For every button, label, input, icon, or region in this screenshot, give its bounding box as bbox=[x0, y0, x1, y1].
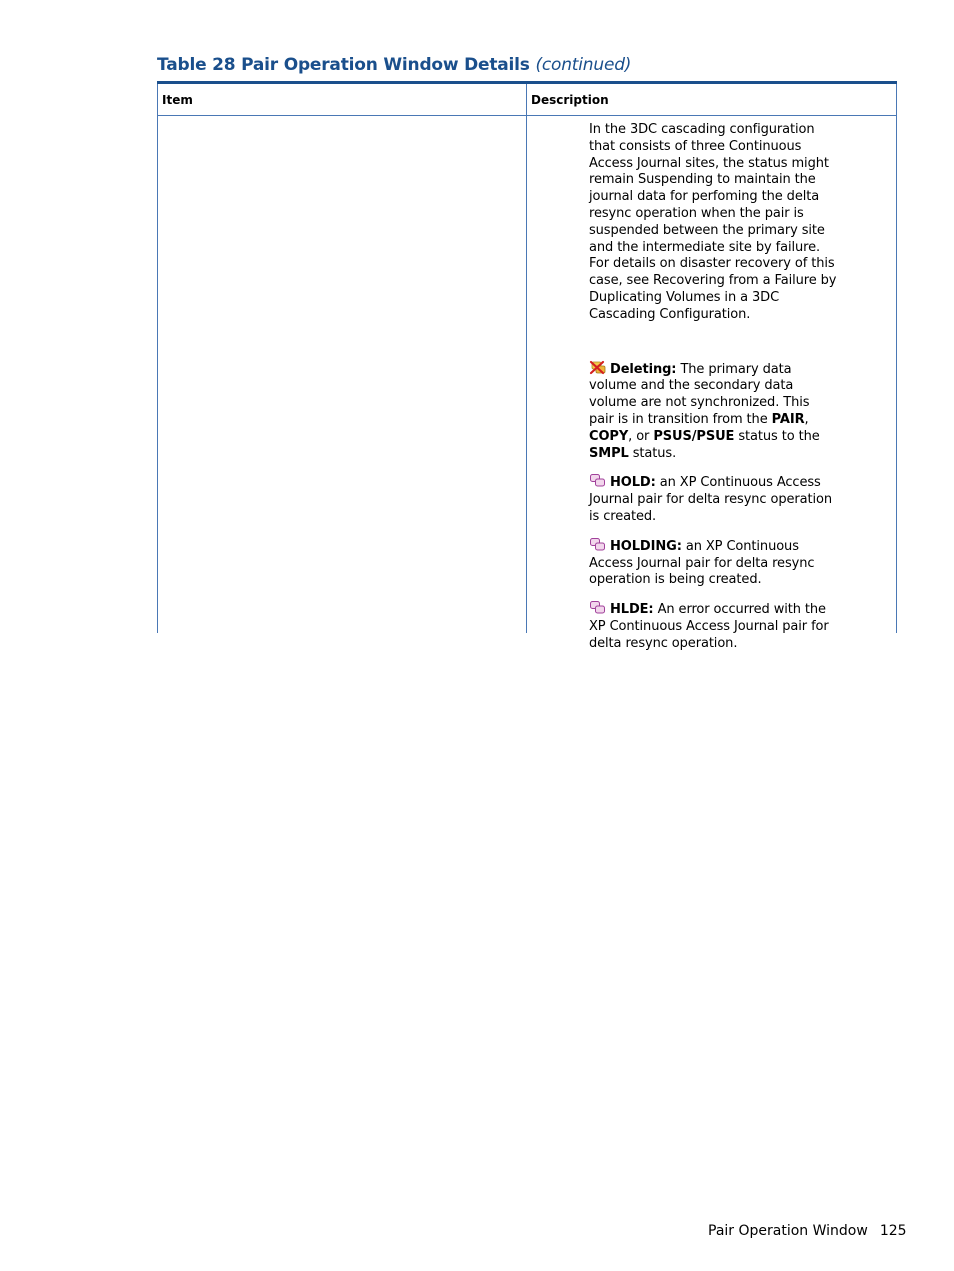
status-hold: HOLD: an XP Continuous Access Journal pair for delta resync operation is created. bbox=[589, 475, 833, 524]
table-title: Table 28 Pair Operation Window Details bbox=[157, 55, 530, 75]
page-number: 125 bbox=[879, 1223, 907, 1239]
deleting-term: Deleting: bbox=[610, 361, 677, 377]
hold-term: HOLD: bbox=[610, 475, 656, 491]
header-item: Item bbox=[162, 93, 193, 107]
status-hlde: HLDE: An error occurred with the XP Continuous Access Journal pair for delta resync operation. bbox=[589, 602, 829, 651]
header-description: Description bbox=[531, 93, 609, 107]
table-left-border bbox=[157, 84, 158, 633]
pair-status-icon bbox=[589, 537, 607, 552]
status-deleting: Deleting: The primary data volume and the secondary data volume are not synchronized. This pair is in transition from the PAIR, COPY, or PSUS/PSUE status to the SMPL status. bbox=[589, 361, 820, 461]
holding-term: HOLDING: bbox=[610, 538, 682, 554]
table-top-rule bbox=[157, 81, 897, 84]
table-header-rule bbox=[157, 115, 897, 116]
pair-status-icon bbox=[589, 473, 607, 488]
description-cell bbox=[589, 122, 837, 664]
hlde-term: HLDE: bbox=[610, 602, 654, 618]
intro-paragraph: In the 3DC cascading configuration that consists of three Continuous Access Journal sites, the status might remain Suspending to maintain the journal data for perfoming the delta resync operation when the pair is suspended between the primary site and the intermediate site by failure. For details on disaster recovery of this case, see Recovering from a Failure by Duplicating Volumes in a 3DC Cascading Configuration. bbox=[589, 122, 837, 322]
page-footer bbox=[708, 1223, 907, 1239]
table-right-border bbox=[896, 84, 897, 633]
deleting-status-icon bbox=[589, 360, 607, 375]
table-caption bbox=[157, 55, 631, 75]
footer-section: Pair Operation Window bbox=[708, 1223, 868, 1239]
pair-status-icon bbox=[589, 600, 607, 615]
details-table bbox=[157, 81, 897, 651]
table-continued: (continued) bbox=[535, 55, 632, 75]
table-column-divider bbox=[526, 84, 527, 633]
status-holding: HOLDING: an XP Continuous Access Journal pair for delta resync operation is being created. bbox=[589, 538, 815, 588]
